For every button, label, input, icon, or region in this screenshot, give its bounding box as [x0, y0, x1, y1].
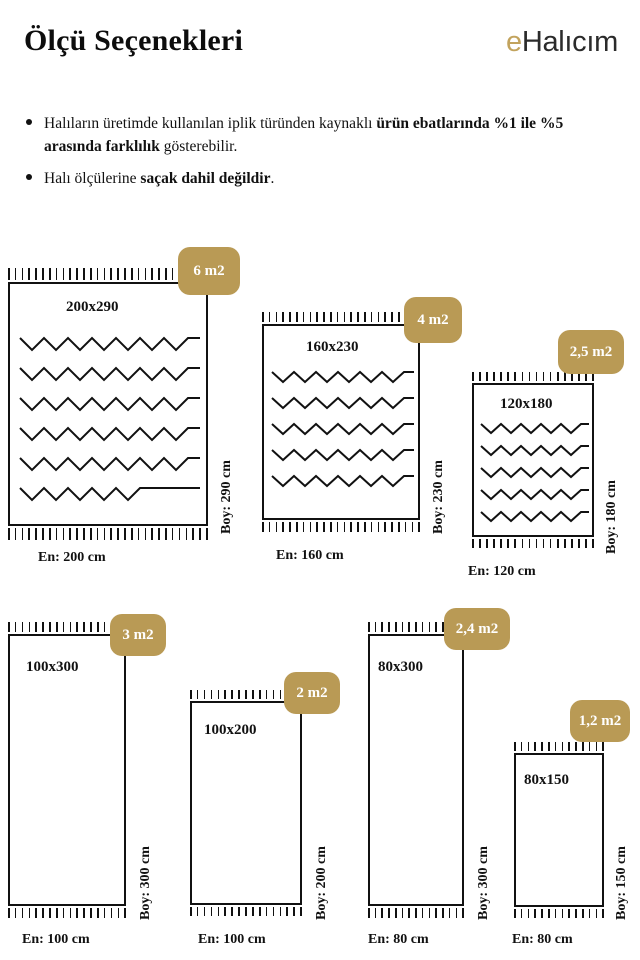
note-text-part2: . — [270, 169, 275, 187]
fringe-top — [514, 742, 604, 751]
rug-height-label: Boy: 180 cm — [604, 480, 619, 554]
rug-figure-200x290 — [8, 268, 238, 568]
rug-width-label: En: 200 cm — [38, 550, 106, 565]
area-badge-6m2: 6 m2 — [178, 247, 240, 295]
rug-body — [190, 701, 302, 905]
rug-size-label: 120x180 — [496, 395, 557, 414]
rug-height-label: Boy: 200 cm — [314, 846, 329, 920]
rug-width-label: En: 100 cm — [22, 932, 90, 947]
note-text-part2: gösterebilir. — [159, 138, 238, 156]
rug-body — [8, 282, 208, 526]
rug-width-label: En: 80 cm — [368, 932, 429, 947]
note-text-part1: Halıların üretimde kullanılan iplik türünden kaynaklı — [44, 115, 377, 132]
zigzag-pattern — [10, 326, 208, 516]
rug-size-label: 80x300 — [374, 658, 427, 677]
fringe-bottom — [8, 908, 126, 918]
rug-height-label: Boy: 300 cm — [476, 846, 491, 920]
rug-figure-160x230 — [262, 312, 462, 572]
fringe-top — [8, 622, 126, 632]
rug-size-label: 160x230 — [302, 338, 363, 357]
bullet-icon — [26, 174, 32, 180]
fringe-bottom — [190, 907, 302, 916]
note-item — [22, 112, 622, 159]
zigzag-pattern — [474, 415, 594, 535]
rug-body — [262, 324, 420, 520]
fringe-bottom — [8, 528, 208, 540]
rug-body — [472, 383, 594, 537]
area-badge-2-4m2: 2,4 m2 — [444, 608, 510, 650]
area-badge-2m2: 2 m2 — [284, 672, 340, 714]
area-badge-4m2: 4 m2 — [404, 297, 462, 343]
fringe-top — [262, 312, 420, 322]
rug-width-label: En: 80 cm — [512, 932, 573, 947]
rug-size-label: 80x150 — [520, 771, 573, 790]
rug-size-label: 100x300 — [22, 658, 83, 677]
rug-figure-80x300 — [368, 622, 518, 947]
note-text-part1: Halı ölçülerine — [44, 169, 141, 187]
rug-figure-80x150 — [512, 742, 640, 947]
fringe-bottom — [472, 539, 594, 548]
rug-size-label: 100x200 — [200, 721, 261, 740]
rug-height-label: Boy: 230 cm — [431, 460, 446, 534]
note-text-bold: saçak dahil değildir — [140, 169, 271, 187]
area-badge-2-5m2: 2,5 m2 — [558, 330, 624, 374]
note-item — [22, 167, 622, 190]
rug-figure-120x180 — [468, 372, 632, 579]
rug-figure-100x200 — [190, 690, 340, 947]
rug-height-label: Boy: 290 cm — [219, 460, 234, 534]
brand-logo-suffix: Halıcım — [521, 26, 618, 58]
rug-width-label: En: 120 cm — [468, 564, 536, 579]
rug-height-label: Boy: 300 cm — [138, 846, 153, 920]
page-header — [0, 24, 640, 74]
page-title: Ölçü Seçenekleri — [24, 24, 243, 57]
fringe-bottom — [262, 522, 420, 532]
rug-body — [368, 634, 464, 906]
rug-height-label: Boy: 150 cm — [614, 846, 629, 920]
brand-logo-prefix: e — [505, 26, 522, 58]
rug-width-label: En: 160 cm — [276, 548, 344, 563]
rug-width-label: En: 100 cm — [198, 932, 266, 947]
fringe-bottom — [368, 908, 464, 918]
rug-body — [514, 753, 604, 907]
brand-logo — [506, 26, 618, 59]
zigzag-pattern — [264, 362, 420, 514]
bullet-icon — [26, 119, 32, 125]
notes-list — [22, 112, 622, 198]
rug-body — [8, 634, 126, 906]
area-badge-1-2m2: 1,2 m2 — [570, 700, 630, 742]
fringe-bottom — [514, 909, 604, 918]
rug-figure-100x300 — [8, 622, 168, 947]
rug-size-label: 200x290 — [62, 298, 123, 317]
note-text-bold: ürün ebatlarında %1 ile %5 arasında farklılık — [44, 115, 564, 156]
area-badge-3m2: 3 m2 — [110, 614, 166, 656]
